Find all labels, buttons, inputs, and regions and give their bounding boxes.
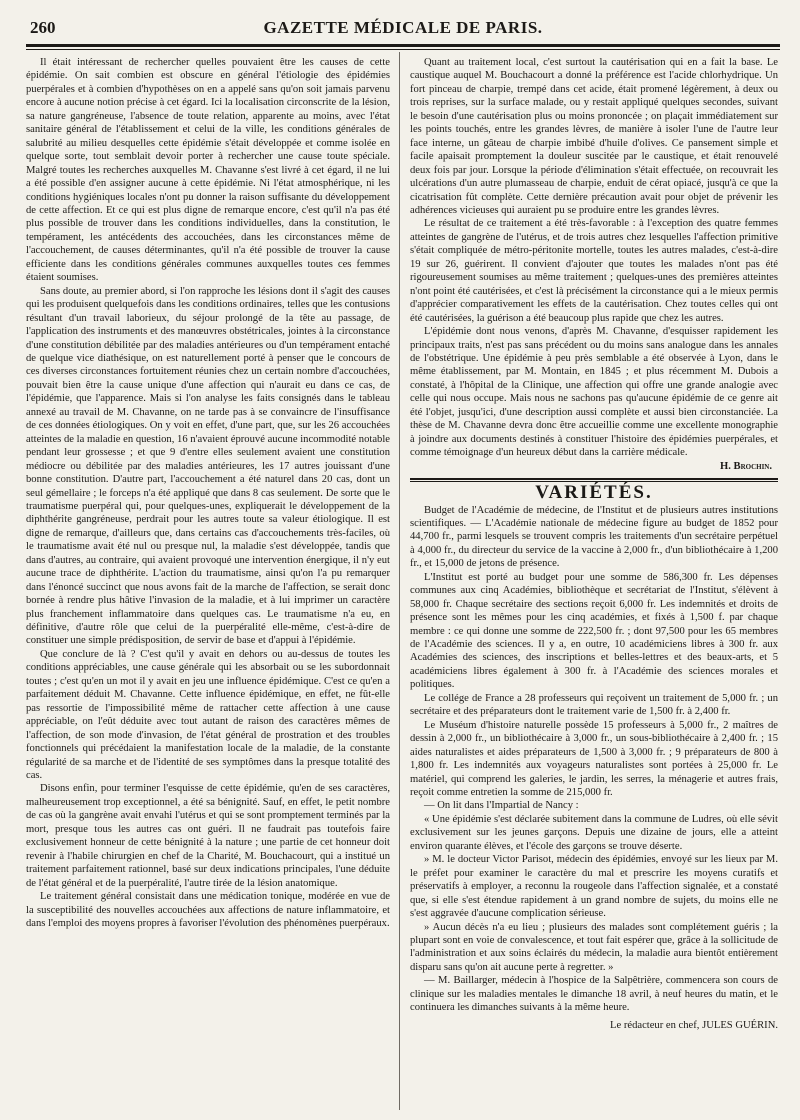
varietes-paragraph: — On lit dans l'Impartial de Nancy : (424, 800, 579, 812)
varietes-paragraph: — M. Baillarger, médecin à l'hospice de la Salpêtrière, commencera son cours de clinique sur les maladies mentales le dimanche 18 avril, à neuf heures du matin, et le continuera les dimanches suivants à la même heure. (410, 975, 778, 1014)
varietes-paragraph: « Une épidémie s'est déclarée subitement dans la commune de Ludres, où elle sévit exclusivement sur les jeunes garçons. Depuis une dizaine de jours, elle a atteint environ quarante élèves, et l'école des garçons se trouve déserte. (410, 813, 778, 852)
page-header (26, 14, 780, 40)
article-paragraph: L'épidémie dont nous venons, d'après M. Chavanne, d'esquisser rapidement les principaux traits, n'est pas sans précédent ou du moins sans analogue dans les annales de l'obstétrique. Une épidémie à peu près semblable a été observée à Lyon, dans le même établissement, par M. Montain, en 1845 ; et plus récemment M. Dubois a constaté, à l'hôpital de la Clinique, une affection qui offre une grande analogie avec celle qui nous occupe. Mais nous ne sachons pas qu'aucune épidémie de ce genre ait été l'objet, jusqu'ici, d'une description aussi complète et aussi bien circonstanciée. La thèse de M. Chavanne devra donc être accueillie comme une excellente monographie à joindre aux documents destinés à constituer l'histoire des épidémies puerpérales, et comme témoignage d'un heureux début dans la carrière médicale. (410, 326, 778, 459)
header-rule-thin (26, 49, 780, 50)
article-paragraph: Quant au traitement local, c'est surtout la cautérisation qui en a fait la base. Le caustique auquel M. Bouchacourt a donné la préférence est l'acide chlorhydrique. Un fort pinceau de charpie, trempé dans cet acide, était promené légèrement, à deux ou trois reprises, sur la surface malade, ou y restait appliqué quelques secondes, suivant le besoin d'une cautérisation plus ou moins prononcée ; on plaçait immédiatement sur les points touchés, entre les grandes lèvres, de manière à isoler l'une de l'autre leur face interne, un gâteau de charpie imbibé d'huile d'olives. Ce pansement simple et facile apaisait promptement la douleur suscitée par le caustique, et était renouvelé deux fois par jour. Lorsque la période d'élimination s'était effectuée, on recouvrait les ulcérations d'un autre plumasseau de charpie, enduit de cérat opiacé, jusqu'à ce que la cicatrisation fût complète. Cette dernière précaution avait pour objet de prévenir les adhérences vicieuses qui auraient pu se produire entre les grandes lèvres. (410, 57, 778, 216)
article-paragraph: Il était intéressant de rechercher quelles pouvaient être les causes de cette épidémie. On sait combien est obscure en général l'étiologie des épidémies puerpérales et à combien d'hypothèses on en a appelé sans qu'on soit jamais parvenu encore à aucune notion précise à cet égard. Ici la localisation circonscrite de la lésion, sa nature gangréneuse, l'absence de toute relation, apparente au moins, avec l'état sanitaire général de l'établissement et celui de la ville, les conditions générales de salubrité au milieu desquelles cette épidémie s'était développée et comme isolée en quelque sorte, tout semblait devoir porter à rechercher une cause toute spéciale. Malgré toutes les recherches auxquelles M. Chavanne s'est livré à cet égard, il ne lui a été possible d'en assigner aucune à cette épidémie. Ni l'état atmosphérique, ni les conditions hygiéniques locales n'ont pu donner la raison suffisante du développement de cette affection. Et ce qui est plus digne de remarque encore, c'est qu'il n'a pas été plus possible de trouver dans les conditions individuelles, dans la constitution, le tempérament, les antécédents des accouchées, dans les circonstances même de l'accouchement, de causes déterminantes, qu'il n'a été possible de trouver la cause efficiente dans les conditions générales communes auxquelles toutes ces femmes étaient soumises. (26, 57, 390, 284)
header-rule (26, 44, 780, 47)
varietes-paragraph: L'Institut est porté au budget pour une somme de 586,300 fr. Les dépenses communes aux cinq Académies, bibliothèque et secrétariat de l'Institut, s'élèvent à 58,000 fr. Chaque secrétaire des sections reçoit 6,000 fr. Les indemnités et droits de présence sont les mêmes pour les cinq académies, et fixés à 1,500 f. par chaque membre : ce qui donne une somme de 222,500 fr. ; dont 97,500 pour les 65 membres de l'Académie des sciences. Il y a, en outre, 10 académiciens libres à 300 fr. aux Académies des sciences, des inscriptions et belles-lettres et des beaux-arts, et 5 académiciens libres également à 300 fr. à l'Académie des sciences morales et politiques. (410, 571, 778, 691)
article-paragraph: Disons enfin, pour terminer l'esquisse de cette épidémie, qu'en de ses caractères, malheureusement trop exceptionnel, a été sa bénignité. Sauf, en effet, le petit nombre de cas où la gangrène avait envahi l'utérus et qui se sont promptement terminés par la mort, presque tous les autres cas ont guéri. Il ne faudrait pas toutefois faire exclusivement honneur de cette bénignité à la nature ; une partie de cet honneur doit revenir à l'habile chirurgien en chef de la Charité, M. Bouchacourt, qui a institué un traitement parfaitement rationnel, basé sur deux indications principales, l'une déduite de l'état général et de la puerpéralité, l'autre tirée de la lésion anatomique. (26, 783, 390, 889)
section-rule (410, 478, 778, 480)
article-paragraph: Sans doute, au premier abord, si l'on rapproche les lésions dont il s'agit des causes qui les produisent quelquefois dans les conditions ordinaires, telles que les contusions résultant d'un travail laborieux, du séjour prolongé de la tête au passage, de l'application des instruments et des manœuvres obstétricales, jointes à la circonstance d'une constitution débilitée par des maladies antérieures ou d'un tempérament entaché de quelque vice diathésique, on est naturellement porté à penser que le concours de ces diverses circonstances fortuitement réunies chez un certain nombre d'accouchées, pouvait bien être la cause unique d'une affection qui n'aurait eu dans ce cas, de l'épidémie, que l'apparence. Mais si l'on analyse les faits consignés dans le tableau annexé au travail de M. Chavanne, on ne tarde pas à se convaincre de l'insuffisance de ces données étiologiques. On y voit en effet, d'une part, que, sur les 26 accouchées atteintes de la maladie en question, 16 n'avaient éprouvé aucune incommodité notable pendant leur grossesse ; et que 9 d'entre elles seulement avaient une constitution médiocre ou débilitée par des maladies antérieures, les 17 autres jouissant d'une bonne constitution. D'autre part, l'accouchement a été naturel dans 20 cas, dont un seul gémellaire ; le forceps n'a été appliqué que dans 8 cas seulement. De sorte que le traumatisme puerpéral qui, pour quelques-unes, expliquerait le développement de la diphthérite gangréneuse, perdrait pour les autres toute sa valeur étiologique. Il est digne de remarque, d'ailleurs que, dans certains cas d'accouchements très-faciles, où le traumatisme avait été nul ou presque nul, la maladie s'est développée, tandis que dans d'autres, au contraire, qui avaient provoqué une intervention énergique, il n'y eut aucune trace de diphthérite. L'action du traumatisme, ainsi qu'on l'a pu remarquer dans l'énoncé succinct que nous avons fait de la marche de l'affection, se serait donc bornée à rendre plus hâtive l'invasion de la maladie, et à lui imprimer un caractère plus franchement inflammatoire dans quelques cas. Le traumatisme n'a eu, en définitive, d'autre rôle que celui de la puerpéralité elle-même, c'est-à-dire de constituer une simple prédisposition, de servir de base et d'appui à l'épidémie. (26, 285, 390, 647)
section-title-varietes: VARIÉTÉS. (535, 482, 653, 504)
column-divider (399, 52, 400, 1110)
varietes-paragraph: » M. le docteur Victor Parisot, médecin des épidémies, envoyé sur les lieux par M. le préfet pour examiner le caractère du mal et prescrire les moyens curatifs et préservatifs à employer, a reconnu la rougeole dans l'affection signalée, et a constaté que, si elle s'est étendue rapidement à un grand nombre de sujets, du moins elle ne s'est aggravée d'aucune complication sérieuse. (410, 854, 778, 920)
left-column (26, 56, 390, 1110)
varietes-paragraph: Le collége de France a 28 professeurs qui reçoivent un traitement de 5,000 fr. ; un secrétaire et des préparateurs dont le traitement varie de 1,500 fr. à 2,400 fr. (410, 692, 778, 718)
article-paragraph: Le traitement général consistait dans une médication tonique, modérée en vue de la susceptibilité des nouvelles accouchées aux affections de nature inflammatoire, et dans l'emploi des moyens propres à favoriser l'évolution des phénomènes puerpéraux. (26, 891, 390, 929)
article-paragraph: Le résultat de ce traitement a été très-favorable : à l'exception des quatre femmes atteintes de gangrène de l'utérus, et de trois autres chez lesquelles l'affection primitive s'était compliquée de métro-péritonite mortelle, toutes les autres malades, c'est-à-dire 19 sur 26, guérirent. Il convient d'ajouter que toutes les malades n'ont pas été rigoureusement soumises au même traitement ; quelques-unes des premières atteintes n'ont point été cautérisées, et c'est là précisément la circonstance qui a le mieux permis d'apprécier comparativement les effets de la cautérisation. Chez toutes celles qui ont été cautérisées, la guérison a été beaucoup plus rapide que chez les autres. (410, 218, 778, 324)
author-signature: H. Brochin. (719, 460, 772, 472)
varietes-paragraph: Le Muséum d'histoire naturelle possède 15 professeurs à 5,000 fr., 2 maîtres de dessin à 2,000 fr., un bibliothécaire à 3,000 fr., un sous-bibliothécaire à 2,400 fr. ; 15 aides naturalistes et aides préparateurs de 1,500 à 3,000 fr. ; 9 préparateurs de 800 à 1,800 fr. Les indemnités aux voyageurs naturalistes sont portées à 25,000 fr. Le matériel, qui comprend les galeries, le jardin, les serres, la ménagerie et autres frais, reçoit comme entretien la somme de 215,000 fr. (410, 719, 778, 799)
page-number: 260 (30, 18, 56, 37)
editor-line: Le rédacteur en chef, JULES GUÉRIN. (610, 1019, 778, 1031)
varietes-paragraph: Budget de l'Académie de médecine, de l'Institut et de plusieurs autres institutions scientifiques. — L'Académie nationale de médecine figure au budget de 1852 pour 44,700 fr., parmi lesquels se trouvent compris les traitements d'un secrétaire perpétuel à 4,000 fr., du directeur du service de la vaccine à 2,000 fr., d'un bibliothécaire à 1,200 fr., et 15,000 de jetons de présence. (410, 504, 778, 570)
journal-title: GAZETTE MÉDICALE DE PARIS. (263, 18, 543, 37)
varietes-paragraph: » Aucun décès n'a eu lieu ; plusieurs des malades sont complétement guéris ; la plupart sont en voie de convalescence, et tout fait espérer que, grâce à la sollicitude de l'administration et aux soins éclairés du médecin, la maladie aura bientôt entièrement disparu sans qu'on ait aucune perte à regretter. » (410, 921, 778, 973)
article-paragraph: Que conclure de là ? C'est qu'il y avait en dehors ou au-dessus de toutes les conditions appréciables, une cause générale qui les absorbait ou se les subordonnait toutes ; c'est qu'en un mot il y avait en jeu une influence épidémique. C'est ce qu'en a parfaitement déduit M. Chavanne. Cette influence épidémique, en effet, ne fût-elle pas ressortie de l'impossibilité même de rattacher cette affection à une cause appréciable, on l'eût déduite avec tout autant de raison des caractères mêmes de l'affection, de son mode d'invasion, de l'état général de prostration et des troubles fonctionnels qui précédaient la manifestation locale de la maladie, de la constante régularité de sa marche et de l'identité de ses symptômes dans la presque totalité des cas. (26, 648, 390, 782)
right-column (410, 56, 778, 1110)
